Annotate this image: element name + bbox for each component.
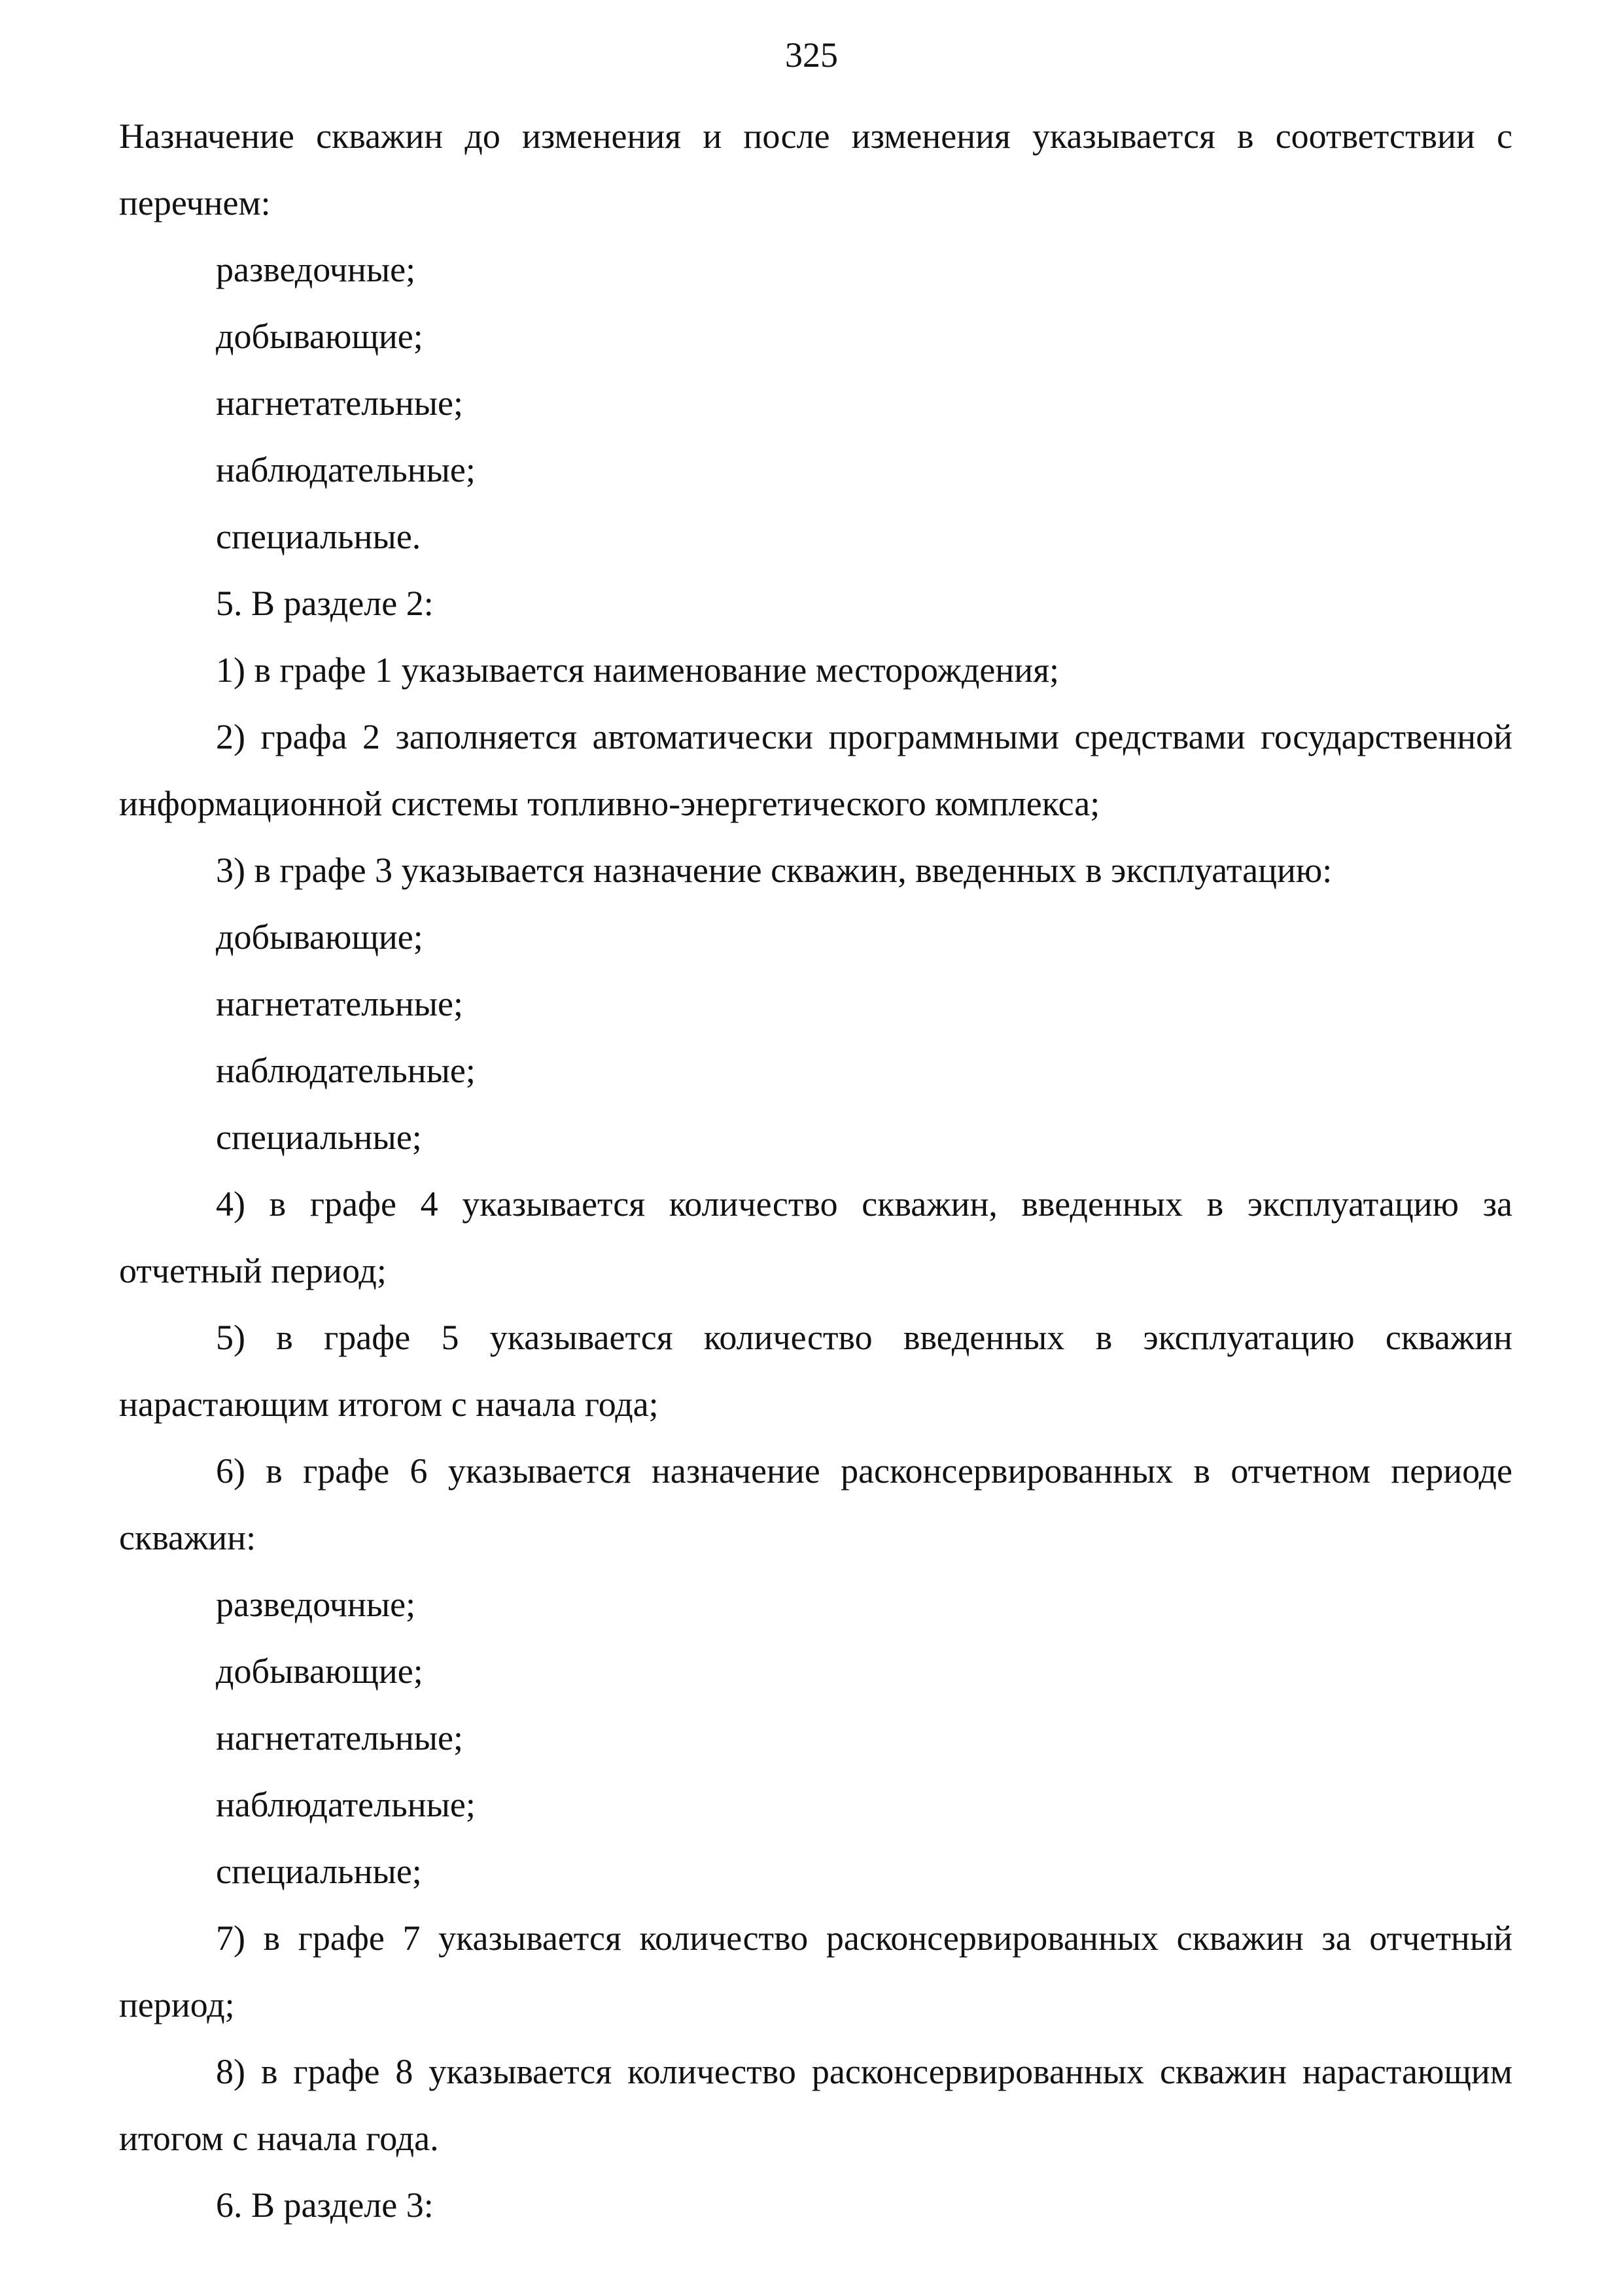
document-body (119, 103, 1512, 2238)
list-item: добывающие; (216, 917, 423, 957)
section-heading: 6. В разделе 3: (216, 2185, 434, 2225)
paragraph: 6) в графе 6 указывается назначение расконсервированных в отчетном периоде скважин: (119, 1451, 1512, 1557)
section-heading: 5. В разделе 2: (216, 584, 434, 623)
list-item: наблюдательные; (216, 450, 476, 489)
list-item: нагнетательные; (216, 984, 463, 1023)
list-item: разведочные; (216, 250, 416, 289)
list-item: нагнетательные; (216, 1718, 463, 1757)
list-item: разведочные; (216, 1585, 416, 1624)
list-item: добывающие; (216, 1651, 423, 1691)
paragraph: 8) в графе 8 указывается количество расконсервированных скважин нарастающим итогом с начала года. (119, 2052, 1512, 2158)
paragraph: 1) в графе 1 указывается наименование месторождения; (216, 650, 1060, 690)
list-item: специальные. (216, 517, 421, 556)
paragraph-intro: Назначение скважин до изменения и после изменения указывается в соответствии с перечнем: (119, 116, 1512, 222)
paragraph: 2) графа 2 заполняется автоматически программными средствами государственной информационной системы топливно-энергетического комплекса; (119, 717, 1512, 823)
list-item: специальные; (216, 1852, 422, 1891)
list-item: специальные; (216, 1118, 422, 1157)
list-item: наблюдательные; (216, 1051, 476, 1090)
paragraph: 4) в графе 4 указывается количество скважин, введенных в эксплуатацию за отчетный период; (119, 1184, 1512, 1290)
paragraph: 7) в графе 7 указывается количество расконсервированных скважин за отчетный период; (119, 1918, 1512, 2024)
paragraph: 3) в графе 3 указывается назначение скважин, введенных в эксплуатацию: (216, 851, 1333, 890)
page-number: 325 (785, 35, 838, 75)
list-item: нагнетательные; (216, 383, 463, 423)
list-item: добывающие; (216, 317, 423, 356)
list-item: наблюдательные; (216, 1785, 476, 1824)
paragraph: 5) в графе 5 указывается количество введенных в эксплуатацию скважин нарастающим итогом с начала года; (119, 1318, 1512, 1424)
